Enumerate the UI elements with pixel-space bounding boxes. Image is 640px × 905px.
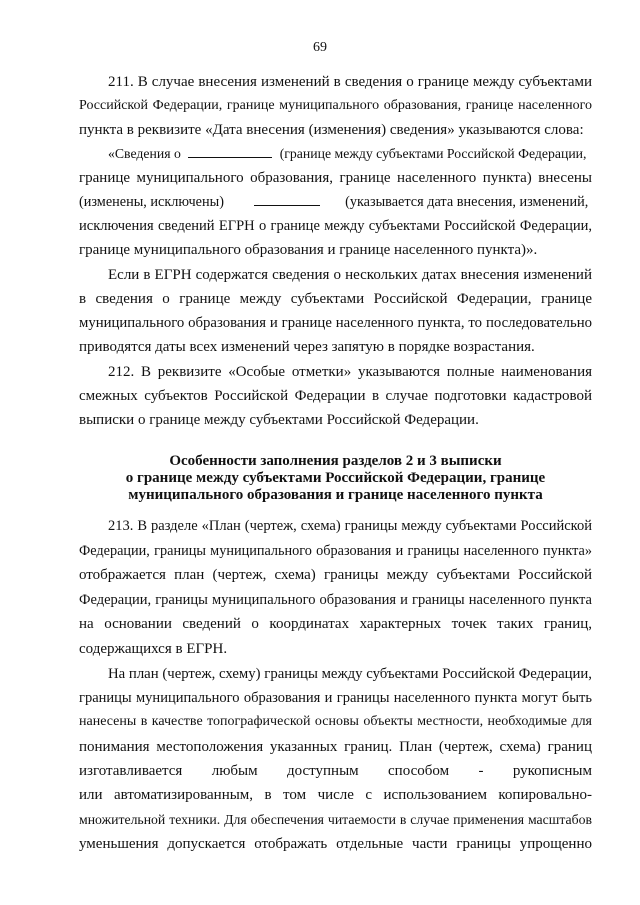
paragraph-212-line-1: 212. В реквизите «Особые отметки» указываются полные наименования	[108, 364, 592, 380]
fill-in-blank-2	[254, 193, 320, 206]
dates-line-2: в сведения о границе между субъектами Российской Федерации, границе	[79, 291, 592, 307]
plan-line-4: понимания местоположения указанных границ. План (чертеж, схема) границ	[79, 739, 592, 755]
paragraph-211-line-1: 211. В случае внесения изменений в сведения о границе между субъектами	[108, 74, 592, 90]
quote-text-1a: «Сведения о	[108, 146, 181, 161]
quote-line-3	[79, 192, 592, 212]
plan-line-7: множительной техники. Для обеспечения читаемости в случае применения масштабов	[79, 812, 592, 827]
paragraph-212-line-3: выписки о границе между субъектами Российской Федерации.	[79, 412, 479, 428]
quote-text-3a: (изменены, исключены)	[79, 194, 224, 210]
plan-line-8: уменьшения допускается отображать отдельные части границы упрощенно	[79, 836, 592, 852]
paragraph-213-line-4: Федерации, границы муниципального образования и границы населенного пункта	[79, 592, 592, 608]
paragraph-213-line-2: Федерации, границы муниципального образования и границы населенного пункта»	[79, 543, 592, 559]
plan-line-5: изготавливается любым доступным способом - рукописным	[79, 763, 592, 779]
paragraph-212-line-2: смежных субъектов Российской Федерации в случае подготовки кадастровой	[79, 388, 592, 404]
fill-in-blank-1	[188, 145, 272, 158]
section-heading-line-3: муниципального образования и границе населенного пункта	[128, 487, 543, 503]
plan-line-1: На план (чертеж, схему) границы между субъектами Российской Федерации,	[108, 666, 592, 682]
quote-text-3b: (указывается дата внесения, изменений,	[345, 194, 589, 210]
quote-text-1b: (границе между субъектами Российской Федерации,	[279, 146, 587, 161]
plan-line-2: границы муниципального образования и границы населенного пункта могут быть	[79, 690, 592, 706]
plan-line-6: или автоматизированным, в том числе с использованием копировально-	[79, 787, 592, 803]
dates-line-3: муниципального образования и границе населенного пункта, то последовательно	[79, 315, 592, 331]
paragraph-213-line-3: отображается план (чертеж, схема) границы между субъектами Российской	[79, 567, 592, 583]
paragraph-213-line-6: содержащихся в ЕГРН.	[79, 641, 228, 657]
paragraph-213-line-5: на основании сведений о координатах характерных точек таких границ,	[79, 616, 592, 632]
paragraph-213-line-1: 213. В разделе «План (чертеж, схема) границы между субъектами Российской	[108, 518, 592, 534]
section-heading-line-1: Особенности заполнения разделов 2 и 3 выписки	[169, 453, 502, 469]
page-number: 69	[313, 40, 327, 55]
section-heading-line-2: о границе между субъектами Российской Федерации, границе	[125, 470, 546, 486]
dates-line-4: приводятся даты всех изменений через запятую в порядке возрастания.	[79, 339, 535, 355]
paragraph-211-line-3: пункта в реквизите «Дата внесения (изменения) сведения» указываются слова:	[79, 122, 584, 138]
quote-line-4: исключения сведений ЕГРН о границе между субъектами Российской Федерации,	[79, 218, 592, 234]
quote-line-5: границе муниципального образования и границе населенного пункта)».	[79, 242, 538, 258]
paragraph-211-line-2: Российской Федерации, границе муниципального образования, границе населенного	[79, 98, 592, 113]
quote-line-1	[108, 144, 592, 164]
dates-line-1: Если в ЕГРН содержатся сведения о нескольких датах внесения изменений	[108, 267, 592, 283]
quote-line-2: границе муниципального образования, границе населенного пункта) внесены	[79, 170, 592, 186]
plan-line-3: нанесены в качестве топографической основы объекты местности, необходимые для	[79, 714, 592, 729]
